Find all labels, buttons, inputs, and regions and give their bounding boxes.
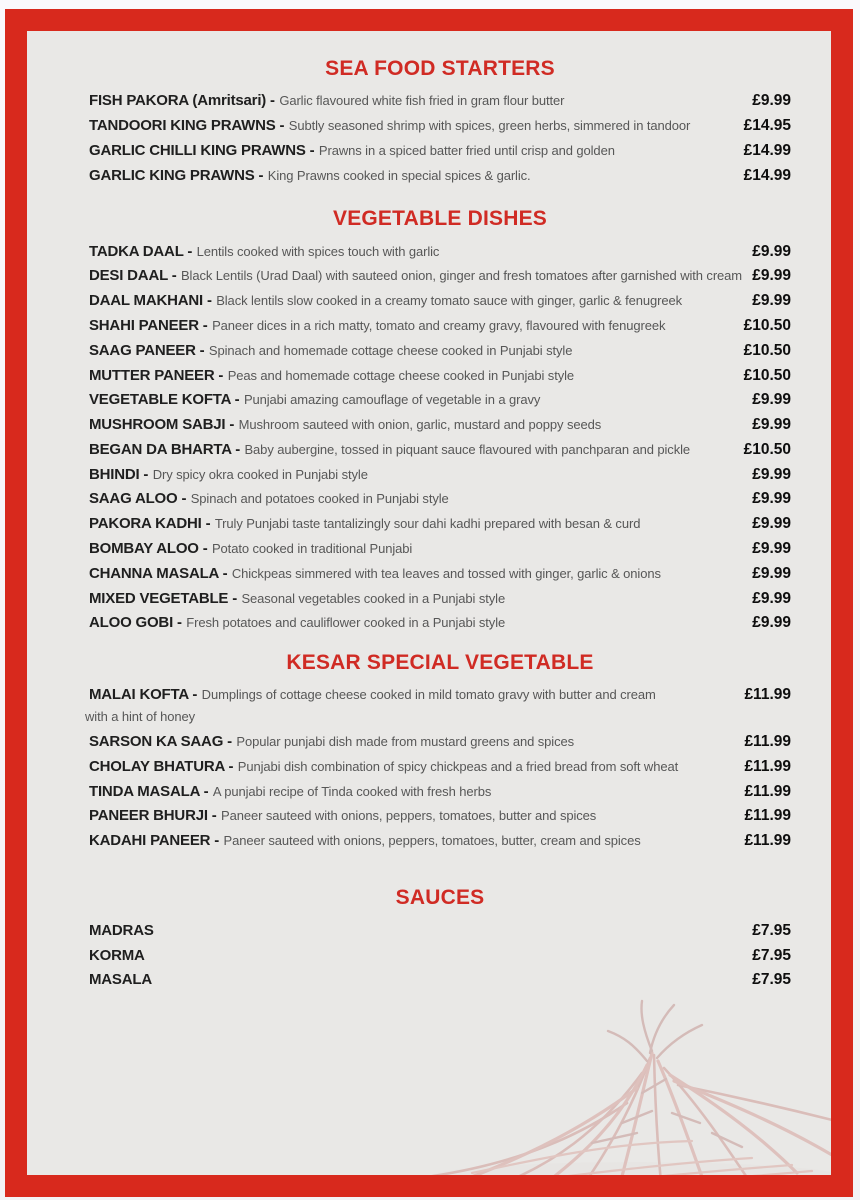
menu-item bbox=[89, 561, 791, 586]
item-text bbox=[89, 833, 641, 849]
item-text bbox=[89, 784, 491, 800]
menu-item bbox=[89, 437, 791, 462]
item-description: Dumplings of cottage cheese cooked in mild tomato gravy with butter and cream bbox=[201, 687, 656, 703]
item-description: Black lentils slow cooked in a creamy tomato sauce with ginger, garlic & fenugreek bbox=[216, 293, 683, 309]
item-name: MASALA bbox=[89, 971, 152, 989]
section-title: SAUCES bbox=[395, 886, 485, 910]
menu-item bbox=[89, 363, 791, 388]
menu-item bbox=[89, 139, 791, 164]
item-text bbox=[89, 923, 154, 939]
item-text bbox=[89, 972, 152, 988]
item-name: GARLIC CHILLI KING PRAWNS - bbox=[89, 142, 315, 159]
item-price: £9.99 bbox=[752, 242, 791, 260]
item-description: Black Lentils (Urad Daal) with sauteed onion, ginger and fresh tomatoes after garnished with cream bbox=[180, 268, 743, 284]
item-description: Subtly seasoned shrimp with spices, green herbs, simmered in tandoor bbox=[288, 118, 691, 134]
item-text bbox=[89, 615, 505, 631]
item-name: TINDA MASALA - bbox=[89, 782, 209, 800]
menu-item bbox=[89, 239, 791, 264]
item-price: £9.99 bbox=[752, 267, 791, 285]
item-description: Spinach and potatoes cooked in Punjabi style bbox=[190, 491, 449, 507]
item-price: £10.50 bbox=[743, 316, 791, 334]
item-text bbox=[89, 318, 665, 334]
menu-item bbox=[89, 264, 791, 289]
menu-item bbox=[89, 779, 791, 804]
menu-item bbox=[89, 730, 791, 755]
item-name: MALAI KOFTA - bbox=[89, 686, 198, 704]
menu-section bbox=[85, 650, 791, 854]
menu-item bbox=[89, 537, 791, 562]
item-price: £11.99 bbox=[744, 782, 791, 800]
item-price: £10.50 bbox=[743, 366, 791, 384]
menu-item bbox=[89, 413, 791, 438]
item-price: £14.99 bbox=[743, 166, 791, 184]
item-price: £7.95 bbox=[752, 946, 791, 964]
item-name: ALOO GOBI - bbox=[89, 614, 182, 632]
item-name: MUTTER PANEER - bbox=[89, 366, 224, 384]
item-description: Paneer sauteed with onions, peppers, tomatoes, butter, cream and spices bbox=[223, 833, 641, 849]
item-description: Prawns in a spiced batter fried until crisp and golden bbox=[318, 143, 615, 158]
menu-item bbox=[89, 512, 791, 537]
item-description: Spinach and homemade cottage cheese cooked in Punjabi style bbox=[208, 342, 573, 358]
menu-section bbox=[89, 887, 791, 992]
item-description: Popular punjabi dish made from mustard greens and spices bbox=[236, 733, 575, 749]
item-name: VEGETABLE KOFTA - bbox=[89, 391, 240, 409]
item-name: FISH PAKORA (Amritsari) - bbox=[89, 92, 275, 110]
item-description: Paneer sauteed with onions, peppers, tomatoes, butter and spices bbox=[221, 808, 597, 824]
item-text bbox=[89, 734, 574, 750]
item-price: £10.50 bbox=[743, 440, 791, 458]
item-name: SARSON KA SAAG - bbox=[89, 732, 232, 750]
menu-item bbox=[89, 829, 791, 854]
menu-item bbox=[89, 114, 791, 139]
menu-item bbox=[89, 754, 791, 779]
item-price: £10.50 bbox=[743, 341, 791, 359]
menu-section bbox=[89, 58, 791, 188]
menu-item bbox=[89, 314, 791, 339]
section-title: KESAR SPECIAL VEGETABLE bbox=[286, 650, 594, 674]
item-description: Punjabi amazing camouflage of vegetable in a gravy bbox=[243, 392, 541, 408]
section-title: VEGETABLE DISHES bbox=[332, 207, 547, 231]
item-text bbox=[89, 93, 564, 109]
item-description: Dry spicy okra cooked in Punjabi style bbox=[152, 466, 368, 482]
menu-item bbox=[89, 338, 791, 363]
item-description: A punjabi recipe of Tinda cooked with fresh herbs bbox=[212, 783, 492, 799]
menu-sheet bbox=[5, 9, 853, 1197]
item-text bbox=[89, 491, 449, 507]
item-description: Fresh potatoes and cauliflower cooked in a Punjabi style bbox=[186, 615, 506, 631]
item-price: £11.99 bbox=[744, 832, 791, 850]
menu-item bbox=[89, 163, 791, 188]
section-title: SEA FOOD STARTERS bbox=[325, 57, 555, 80]
item-price: £9.99 bbox=[752, 589, 791, 607]
item-text bbox=[89, 948, 145, 964]
item-price: £11.99 bbox=[744, 732, 791, 750]
menu-item bbox=[89, 289, 791, 314]
item-name: KADAHI PANEER - bbox=[89, 832, 220, 850]
item-price: £11.99 bbox=[744, 757, 791, 775]
item-price: £14.95 bbox=[743, 117, 791, 135]
item-description: King Prawns cooked in special spices & garlic. bbox=[267, 167, 531, 183]
item-price: £9.99 bbox=[752, 490, 791, 508]
menu-item bbox=[89, 586, 791, 611]
item-text bbox=[89, 244, 439, 260]
item-name: DESI DAAL - bbox=[89, 267, 177, 285]
item-text bbox=[89, 591, 505, 607]
menu-item bbox=[89, 919, 791, 944]
item-name: PAKORA KADHI - bbox=[89, 515, 211, 533]
menu-item bbox=[89, 89, 791, 114]
item-description: Punjabi dish combination of spicy chickpeas and a fried bread from soft wheat bbox=[237, 758, 679, 774]
item-description-line2: with a hint of honey bbox=[85, 709, 196, 725]
item-name: GARLIC KING PRAWNS - bbox=[89, 166, 264, 184]
item-text bbox=[89, 392, 540, 408]
item-price: £9.99 bbox=[752, 539, 791, 557]
item-text bbox=[89, 118, 690, 134]
item-description: Garlic flavoured white fish fried in gram flour butter bbox=[279, 93, 565, 109]
item-price: £9.99 bbox=[752, 614, 791, 632]
item-name: SAAG ALOO - bbox=[89, 490, 187, 508]
item-name: BOMBAY ALOO - bbox=[89, 539, 208, 557]
item-description: Lentils cooked with spices touch with garlic bbox=[196, 243, 440, 259]
item-name: BHINDI - bbox=[89, 465, 149, 483]
item-name: CHOLAY BHATURA - bbox=[89, 757, 234, 775]
item-text bbox=[89, 541, 412, 557]
item-price: £9.99 bbox=[752, 416, 791, 434]
item-price: £9.99 bbox=[752, 564, 791, 582]
item-name: MADRAS bbox=[89, 921, 154, 939]
item-price: £7.95 bbox=[752, 971, 791, 989]
menu-item bbox=[89, 611, 791, 636]
item-text bbox=[89, 467, 368, 483]
item-text bbox=[85, 686, 656, 725]
item-description: Baby aubergine, tossed in piquant sauce flavoured with panchparan and pickle bbox=[244, 441, 691, 457]
item-text bbox=[89, 417, 601, 433]
item-description: Truly Punjabi taste tantalizingly sour dahi kadhi prepared with besan & curd bbox=[214, 516, 641, 532]
menu-item bbox=[89, 388, 791, 413]
item-text bbox=[89, 268, 742, 284]
item-description: Chickpeas simmered with tea leaves and tossed with ginger, garlic & onions bbox=[231, 565, 661, 581]
item-text bbox=[89, 343, 572, 359]
menu-item bbox=[85, 683, 791, 730]
item-price: £9.99 bbox=[752, 92, 791, 110]
item-name: DAAL MAKHANI - bbox=[89, 292, 212, 310]
menu-sections bbox=[27, 31, 831, 1175]
item-name: SHAHI PANEER - bbox=[89, 316, 208, 334]
item-description: Potato cooked in traditional Punjabi bbox=[211, 540, 413, 556]
item-description: Peas and homemade cottage cheese cooked in Punjabi style bbox=[227, 367, 575, 383]
item-text bbox=[89, 293, 682, 309]
menu-item bbox=[89, 943, 791, 968]
item-price: £14.99 bbox=[743, 142, 791, 159]
item-price: £9.99 bbox=[752, 465, 791, 483]
item-text bbox=[89, 168, 531, 184]
item-name: BEGAN DA BHARTA - bbox=[89, 440, 241, 458]
item-name: MIXED VEGETABLE - bbox=[89, 589, 237, 607]
item-price: £9.99 bbox=[752, 292, 791, 310]
item-text bbox=[89, 143, 615, 159]
item-text bbox=[89, 368, 574, 384]
menu-section bbox=[89, 208, 791, 636]
item-price: £9.99 bbox=[752, 391, 791, 409]
item-price: £11.99 bbox=[744, 686, 791, 704]
item-name: PANEER BHURJI - bbox=[89, 807, 217, 825]
item-text bbox=[89, 566, 661, 582]
menu-item bbox=[89, 462, 791, 487]
item-name: CHANNA MASALA - bbox=[89, 564, 228, 582]
item-text bbox=[89, 808, 596, 824]
item-description: Paneer dices in a rich matty, tomato and creamy gravy, flavoured with fenugreek bbox=[212, 317, 666, 333]
menu-item bbox=[89, 804, 791, 829]
item-text bbox=[89, 516, 640, 532]
item-name: TANDOORI KING PRAWNS - bbox=[89, 117, 285, 135]
item-name: MUSHROOM SABJI - bbox=[89, 416, 235, 434]
item-name: KORMA bbox=[89, 946, 145, 964]
item-price: £7.95 bbox=[752, 921, 791, 939]
item-name: SAAG PANEER - bbox=[89, 341, 205, 359]
menu-item bbox=[89, 487, 791, 512]
menu-item bbox=[89, 968, 791, 993]
item-text bbox=[89, 759, 678, 775]
item-price: £11.99 bbox=[744, 807, 791, 825]
item-price: £9.99 bbox=[752, 515, 791, 533]
item-text bbox=[89, 442, 690, 458]
item-description: Seasonal vegetables cooked in a Punjabi style bbox=[241, 590, 506, 606]
item-description: Mushroom sauteed with onion, garlic, mustard and poppy seeds bbox=[238, 417, 602, 433]
item-name: TADKA DAAL - bbox=[89, 242, 193, 260]
